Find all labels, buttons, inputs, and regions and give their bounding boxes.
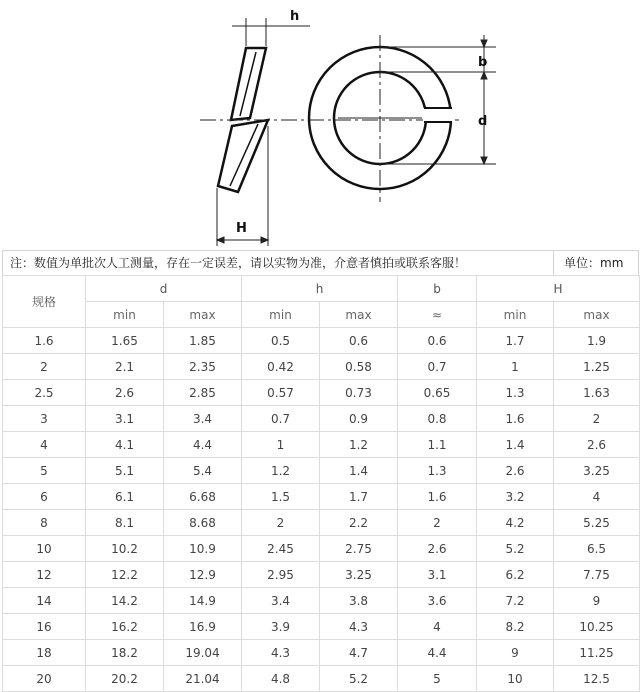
value-cell: 5	[398, 666, 477, 692]
value-cell: 2.2	[320, 510, 398, 536]
value-cell: 1.1	[398, 432, 477, 458]
value-cell: 10	[477, 666, 554, 692]
value-cell: 6.68	[164, 484, 242, 510]
value-cell: 6.1	[86, 484, 164, 510]
value-cell: 4.3	[242, 640, 320, 666]
value-cell: 0.42	[242, 354, 320, 380]
spec-cell: 4	[3, 432, 86, 458]
b-label: b	[478, 55, 488, 70]
value-cell: 1.9	[554, 328, 640, 354]
spec-table	[2, 275, 640, 692]
value-cell: 4.4	[164, 432, 242, 458]
value-cell: 2.35	[164, 354, 242, 380]
value-cell: 6.5	[554, 536, 640, 562]
value-cell: 7.2	[477, 588, 554, 614]
spec-cell: 6	[3, 484, 86, 510]
value-cell: 1.6	[398, 484, 477, 510]
spec-cell: 12	[3, 562, 86, 588]
value-cell: 1	[242, 432, 320, 458]
spec-cell: 20	[3, 666, 86, 692]
value-cell: 11.25	[554, 640, 640, 666]
value-cell: 5.25	[554, 510, 640, 536]
value-cell: 5.2	[477, 536, 554, 562]
table-row	[3, 666, 640, 692]
value-cell: 2.95	[242, 562, 320, 588]
value-cell: 0.65	[398, 380, 477, 406]
value-cell: 0.57	[242, 380, 320, 406]
value-cell: 16.9	[164, 614, 242, 640]
value-cell: 2	[398, 510, 477, 536]
value-cell: 0.7	[398, 354, 477, 380]
value-cell: 8.68	[164, 510, 242, 536]
value-cell: 4	[398, 614, 477, 640]
value-cell: 12.9	[164, 562, 242, 588]
value-cell: 7.75	[554, 562, 640, 588]
table-row	[3, 432, 640, 458]
value-cell: 3.25	[320, 562, 398, 588]
d-label: d	[478, 114, 488, 129]
value-cell: 14.2	[86, 588, 164, 614]
value-cell: 3.9	[242, 614, 320, 640]
value-cell: 6.2	[477, 562, 554, 588]
group-header-h: h	[242, 276, 398, 302]
value-cell: 4.4	[398, 640, 477, 666]
value-cell: 8.1	[86, 510, 164, 536]
value-cell: 3.25	[554, 458, 640, 484]
value-cell: 1.85	[164, 328, 242, 354]
spec-cell: 2.5	[3, 380, 86, 406]
value-cell: 8.2	[477, 614, 554, 640]
unit-label: 单位：mm	[553, 251, 638, 275]
spec-cell: 10	[3, 536, 86, 562]
value-cell: 4	[554, 484, 640, 510]
spec-cell: 16	[3, 614, 86, 640]
note-row	[2, 250, 639, 276]
value-cell: 2.85	[164, 380, 242, 406]
value-cell: 1.3	[398, 458, 477, 484]
table-row	[3, 484, 640, 510]
value-cell: 4.7	[320, 640, 398, 666]
value-cell: 1.4	[477, 432, 554, 458]
value-cell: 0.7	[242, 406, 320, 432]
value-cell: 5.4	[164, 458, 242, 484]
subheader-cell: ≈	[398, 302, 477, 328]
subheader-cell: min	[242, 302, 320, 328]
table-row	[3, 458, 640, 484]
spec-cell: 5	[3, 458, 86, 484]
spec-header: 规格	[3, 276, 86, 328]
value-cell: 2.45	[242, 536, 320, 562]
value-cell: 2.1	[86, 354, 164, 380]
value-cell: 3.8	[320, 588, 398, 614]
group-header-d: d	[86, 276, 242, 302]
table-row	[3, 510, 640, 536]
value-cell: 20.2	[86, 666, 164, 692]
value-cell: 21.04	[164, 666, 242, 692]
value-cell: 19.04	[164, 640, 242, 666]
subheader-cell: min	[86, 302, 164, 328]
value-cell: 3.2	[477, 484, 554, 510]
table-row	[3, 536, 640, 562]
subheader-cell: min	[477, 302, 554, 328]
value-cell: 3.1	[86, 406, 164, 432]
value-cell: 16.2	[86, 614, 164, 640]
value-cell: 0.8	[398, 406, 477, 432]
group-header-b: b	[398, 276, 477, 302]
value-cell: 12.5	[554, 666, 640, 692]
value-cell: 1.65	[86, 328, 164, 354]
subheader-cell: max	[554, 302, 640, 328]
value-cell: 1.2	[242, 458, 320, 484]
value-cell: 1.5	[242, 484, 320, 510]
spring-washer-drawing	[0, 0, 641, 250]
value-cell: 1	[477, 354, 554, 380]
spec-cell: 2	[3, 354, 86, 380]
table-row	[3, 354, 640, 380]
group-header-H: H	[477, 276, 640, 302]
split-gap	[423, 108, 455, 122]
spec-cell: 14	[3, 588, 86, 614]
value-cell: 9	[554, 588, 640, 614]
value-cell: 2.6	[398, 536, 477, 562]
value-cell: 5.1	[86, 458, 164, 484]
value-cell: 1.2	[320, 432, 398, 458]
spec-cell: 18	[3, 640, 86, 666]
value-cell: 3.4	[242, 588, 320, 614]
value-cell: 2.6	[86, 380, 164, 406]
value-cell: 10.9	[164, 536, 242, 562]
value-cell: 1.3	[477, 380, 554, 406]
h-label: h	[290, 9, 300, 24]
value-cell: 1.7	[320, 484, 398, 510]
value-cell: 2	[554, 406, 640, 432]
spec-table-body	[3, 328, 640, 692]
value-cell: 10.25	[554, 614, 640, 640]
value-cell: 4.2	[477, 510, 554, 536]
value-cell: 1.6	[477, 406, 554, 432]
value-cell: 12.2	[86, 562, 164, 588]
value-cell: 1.7	[477, 328, 554, 354]
value-cell: 5.2	[320, 666, 398, 692]
value-cell: 0.58	[320, 354, 398, 380]
value-cell: 0.73	[320, 380, 398, 406]
value-cell: 3.4	[164, 406, 242, 432]
subheader-cell: max	[320, 302, 398, 328]
value-cell: 1.25	[554, 354, 640, 380]
value-cell: 1.4	[320, 458, 398, 484]
value-cell: 10.2	[86, 536, 164, 562]
table-row	[3, 328, 640, 354]
value-cell: 0.6	[398, 328, 477, 354]
table-row	[3, 406, 640, 432]
subheader-cell: max	[164, 302, 242, 328]
H-label: H	[236, 221, 247, 236]
subheader-row	[3, 302, 640, 328]
spec-cell: 1.6	[3, 328, 86, 354]
table-row	[3, 562, 640, 588]
measurement-note: 注：数值为单批次人工测量，存在一定误差，请以实物为准，介意者慎拍或联系客服！	[10, 256, 467, 270]
value-cell: 1.63	[554, 380, 640, 406]
value-cell: 3.1	[398, 562, 477, 588]
value-cell: 0.5	[242, 328, 320, 354]
value-cell: 4.1	[86, 432, 164, 458]
spec-cell: 8	[3, 510, 86, 536]
group-header-row	[3, 276, 640, 302]
value-cell: 0.6	[320, 328, 398, 354]
value-cell: 0.9	[320, 406, 398, 432]
value-cell: 2.6	[477, 458, 554, 484]
value-cell: 18.2	[86, 640, 164, 666]
table-row	[3, 614, 640, 640]
table-row	[3, 380, 640, 406]
value-cell: 3.6	[398, 588, 477, 614]
value-cell: 2.75	[320, 536, 398, 562]
value-cell: 14.9	[164, 588, 242, 614]
value-cell: 4.3	[320, 614, 398, 640]
table-row	[3, 588, 640, 614]
value-cell: 9	[477, 640, 554, 666]
value-cell: 4.8	[242, 666, 320, 692]
value-cell: 2	[242, 510, 320, 536]
spec-cell: 3	[3, 406, 86, 432]
table-row	[3, 640, 640, 666]
value-cell: 2.6	[554, 432, 640, 458]
